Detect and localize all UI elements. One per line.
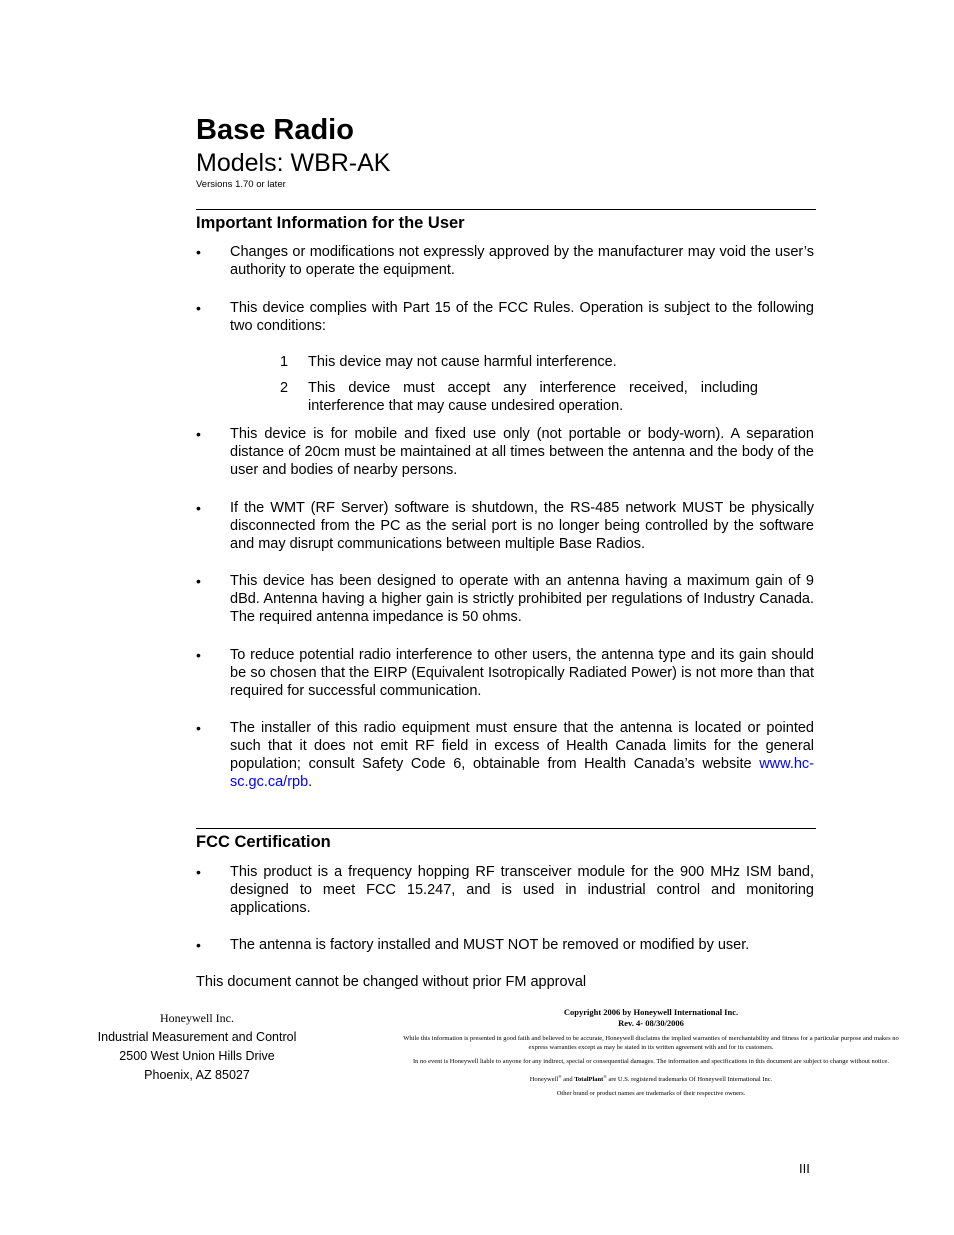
tm-brand-honeywell: Honeywell — [529, 1075, 559, 1083]
important-info-heading: Important Information for the User — [196, 209, 816, 233]
bullet-text — [230, 719, 814, 791]
bullet-marker: • — [196, 426, 201, 442]
important-bullet-3 — [196, 425, 814, 479]
disclaimer-text: While this information is presented in good faith and believed to be accurate, Honeywell disclaims the implied warranties of merchantability and fitness for a particular purpose and makes no express warranties except as may be stated in its written agreement with and for its customers. — [403, 1035, 899, 1051]
bullet-text: This device is for mobile and fixed use only (not portable or body-worn). A separation distance of 20cm must be maintained at all times between the antenna and the body of the user and bodies of nearby persons. — [230, 426, 814, 478]
tm-rest: are U.S. registered trademarks Of Honeywell International Inc. — [606, 1075, 773, 1083]
bullet-text: The antenna is factory installed and MUST NOT be removed or modified by user. — [230, 937, 750, 953]
bullet-marker: • — [196, 720, 201, 736]
registered-mark: ® — [558, 1073, 562, 1079]
bullet-marker: • — [196, 573, 201, 589]
bullet-marker: • — [196, 647, 201, 663]
copyright-line: Copyright 2006 by Honeywell International Inc. — [563, 1007, 739, 1017]
bullet-marker: • — [196, 300, 201, 316]
bullet-marker: • — [196, 500, 201, 516]
trademark-line — [400, 1073, 902, 1085]
document-title: Base Radio — [196, 114, 354, 146]
link-suffix: . — [308, 774, 313, 790]
revision-line: Rev. 4- 08/30/2006 — [618, 1018, 684, 1028]
address-block — [90, 1009, 304, 1085]
version-note: Versions 1.70 or later — [196, 179, 286, 190]
condition-number: 1 — [280, 354, 289, 370]
bullet-marker: • — [196, 864, 201, 880]
important-bullet-7 — [196, 719, 814, 791]
city-address: Phoenix, AZ 85027 — [144, 1068, 250, 1082]
bullet-text: To reduce potential radio interference to other users, the antenna type and its gain should be so chosen that the EIRP (Equivalent Isotropically Radiated Power) is not more than that required for successful communication. — [230, 647, 814, 699]
condition-item-1 — [280, 353, 758, 371]
fcc-certification-heading: FCC Certification — [196, 828, 816, 852]
bullet-marker: • — [196, 937, 201, 953]
liability-text: In no event is Honeywell liable to anyone for any indirect, special or consequential damages. The information and specifications in this document are subject to change without notice. — [412, 1058, 890, 1065]
bullet-text-body: The installer of this radio equipment must ensure that the antenna is located or pointed such that it does not emit RF field in excess of Health Canada limits for the general population; consult Safety Code 6, obtainable from Health Canada’s website — [230, 720, 814, 772]
other-trademarks: Other brand or product names are trademarks of their respective owners. — [556, 1090, 746, 1098]
company-name: Honeywell Inc. — [160, 1011, 234, 1025]
important-bullet-5 — [196, 572, 814, 626]
fcc-bullet-2 — [196, 936, 814, 954]
condition-number: 2 — [280, 380, 289, 396]
important-bullet-4 — [196, 499, 814, 553]
bullet-marker: • — [196, 244, 201, 260]
important-bullet-1 — [196, 243, 814, 279]
street-address: 2500 West Union Hills Drive — [119, 1049, 275, 1063]
fm-approval-note: This document cannot be changed without prior FM approval — [196, 974, 587, 990]
models-subtitle: Models: WBR-AK — [196, 149, 391, 177]
tm-and: and — [561, 1075, 575, 1083]
important-bullet-2 — [196, 299, 814, 335]
tm-brand-totalplant: TotalPlant — [574, 1075, 604, 1083]
bullet-text: This device complies with Part 15 of the FCC Rules. Operation is subject to the following two conditions: — [230, 300, 814, 334]
important-bullet-6 — [196, 646, 814, 700]
condition-item-2 — [280, 379, 758, 415]
bullet-text: If the WMT (RF Server) software is shutdown, the RS-485 network MUST be physically disconnected from the PC as the serial port is no longer being controlled by the software and may disrupt communications between multiple Base Radios. — [230, 500, 814, 552]
division-name: Industrial Measurement and Control — [97, 1030, 297, 1044]
condition-text: This device may not cause harmful interference. — [308, 354, 617, 370]
condition-text: This device must accept any interference received, including interference that may cause undesired operation. — [308, 380, 758, 414]
bullet-text: Changes or modifications not expressly approved by the manufacturer may void the user’s authority to operate the equipment. — [230, 244, 814, 278]
bullet-text: This device has been designed to operate with an antenna having a maximum gain of 9 dBd. Antenna having a higher gain is strictly prohibited per regulations of Industry Canada. The required antenna impedance is 50 ohms. — [230, 573, 814, 625]
page-number: III — [799, 1161, 810, 1176]
registered-mark: ® — [603, 1073, 607, 1079]
fcc-bullet-1 — [196, 863, 814, 917]
legal-block — [400, 1007, 902, 1099]
health-canada-link[interactable]: www.hc-sc.gc.ca/rpb — [230, 756, 814, 790]
bullet-text: This product is a frequency hopping RF transceiver module for the 900 MHz ISM band, designed to meet FCC 15.247, and is used in industrial control and monitoring applications. — [230, 864, 814, 916]
